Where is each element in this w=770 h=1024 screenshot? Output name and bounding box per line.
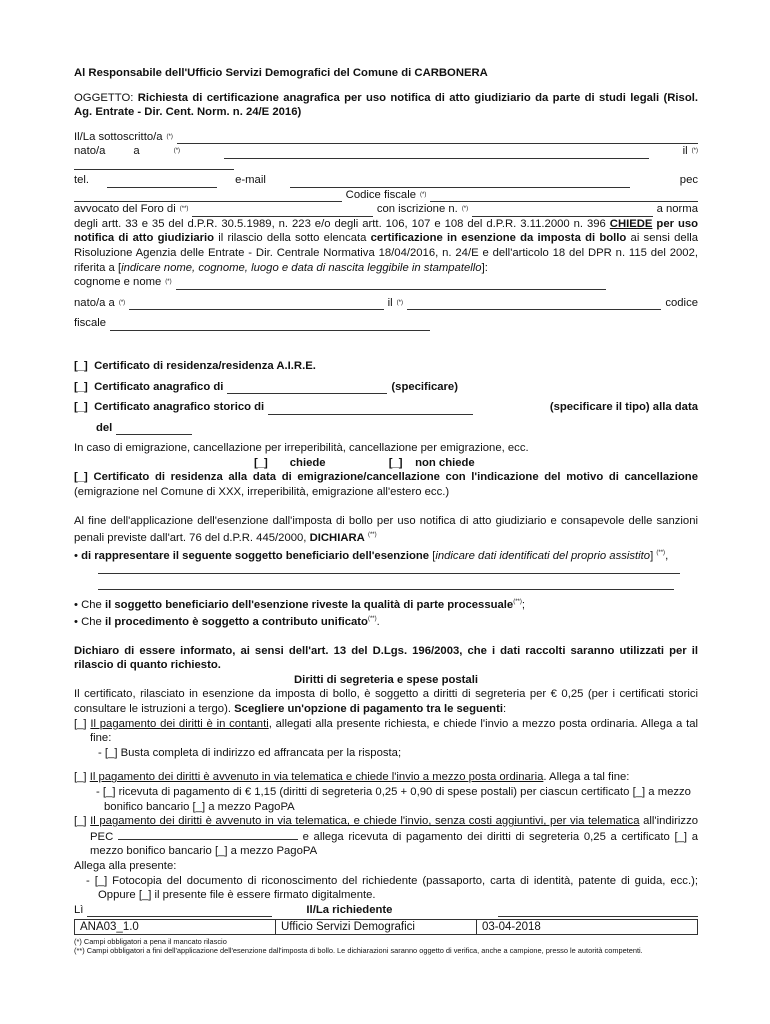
codice-fiscale-field[interactable] — [430, 191, 698, 202]
place-date-field[interactable] — [87, 906, 272, 917]
subject-text: Richiesta di certificazione anagrafica per uso notifica di atto giudiziario da parte di studi legali (Risol. Ag. Entrate - Dir. Cent. Norm. n. 24/E 2016) — [74, 91, 699, 119]
allega-document-option[interactable]: - [_] Fotocopia del documento di riconoscimento del richiedente (passaporto, carta di identità, patente di guida, ecc.); Oppure [_] il presente file è essere firmato digitalmente. — [86, 874, 698, 902]
cert-storico-date-line: del — [74, 421, 698, 436]
cert-storico-option[interactable]: [_] Certificato anagrafico storico di (specificare il tipo) alla data — [74, 401, 698, 414]
declaration-bullet-1: • di rappresentare il seguente soggetto beneficiario dell'esenzione [indicare dati identificati del proprio assistito] (**), — [74, 549, 669, 562]
fees-intro: Il certificato, rilasciato in esenzione da imposta di bollo, è soggetto a diritti di segreteria per € 0,25 (per i certificati storici consultare le istruzioni a tergo). Scegliere un'opzione di pagamento tra le seguenti: — [74, 688, 698, 716]
cognome-nome-line: cognome e nome (*) — [74, 275, 698, 290]
tel-field[interactable] — [107, 177, 217, 188]
cert-anagrafico-field[interactable] — [227, 383, 387, 394]
assistito-field-1[interactable] — [98, 563, 680, 574]
payment-option-telematic-post[interactable]: [_] Il pagamento dei diritti è avvenuto in via telematica e chiede l'invio a mezzo posta ordinaria. Allega a tal fine: — [74, 771, 630, 784]
allega-label: Allega alla presente: — [74, 860, 177, 872]
signature-field[interactable] — [498, 906, 698, 917]
form-page — [74, 66, 698, 955]
birthdate-line — [74, 159, 698, 173]
email-field[interactable] — [290, 177, 630, 188]
assistito-field-2[interactable] — [98, 579, 674, 590]
birthdate-field[interactable] — [74, 159, 234, 170]
emigrazione-text: In caso di emigrazione, cancellazione per irreperibilità, cancellazione per emigrazione, ecc. — [74, 442, 529, 455]
declaration-bullet-2: • Che il soggetto beneficiario dell'esenzione riveste la qualità di parte processuale(**); — [74, 598, 526, 611]
subject-birth-line: nato/a a (*) il (*) codice — [74, 296, 698, 309]
footnote-2: (**) Campi obbligatori a fini dell'applicazione dell'esenzione dall'imposta di bollo. Le dichiarazioni saranno oggetto di verifica, anche a campione, presso le autorità competenti. — [74, 946, 643, 956]
footer-table — [74, 919, 698, 935]
signature-line: Lì Il/La richiedente — [74, 903, 698, 918]
pec-field[interactable] — [74, 191, 342, 202]
footnote-1: (*) Campi obbligatori a pena il mancato rilascio — [74, 937, 227, 947]
fees-title: Diritti di segreteria e spese postali — [294, 673, 478, 686]
addressee: Al Responsabile dell'Ufficio Servizi Demografici del Comune di CARBONERA — [74, 67, 488, 79]
subject-cf-line: fiscale — [74, 316, 698, 331]
cert-storico-field[interactable] — [268, 404, 473, 415]
payment-option-telematic-pec[interactable]: [_] Il pagamento dei diritti è avvenuto in via telematica, e chiede l'invio, senza costi aggiuntivi, per via telematica all'indirizzo PEC e allega ricevuta di pagamento dei diritti di segreteria 0,25 a certificato [_] a mezzo bonifico bancario [_] a mezzo PagoPA — [74, 815, 699, 858]
chiede-option[interactable]: [_] chiede — [254, 456, 326, 469]
non-chiede-option[interactable]: [_] non chiede — [388, 456, 475, 469]
footnotes — [74, 937, 698, 955]
applicant-name-field[interactable] — [177, 133, 698, 144]
applicant-name-line: Il/La sottoscritto/a (*) — [74, 130, 698, 145]
cert-storico-date-field[interactable] — [116, 424, 192, 435]
subject-label: OGGETTO: — [74, 91, 134, 104]
cognome-nome-field[interactable] — [176, 279, 606, 290]
pec-address-field[interactable] — [118, 829, 298, 840]
payment-telematic-receipt[interactable]: - [_] ricevuta di pagamento di € 1,15 (diritti di segreteria 0,25 + 0,90 di spese postali) per ciascun certificato [_] a mezzo bonifico bancario [_] a mezzo PagoPA — [96, 786, 691, 813]
subject-cf-field[interactable] — [110, 320, 430, 331]
cert-anagrafico-option[interactable]: [_] Certificato anagrafico di (specificare) — [74, 380, 458, 393]
privacy-statement: Dichiaro di essere informato, ai sensi dell'art. 13 del D.Lgs. 196/2003, che i dati raccolti saranno utilizzati per il rilascio di quanto richiesto. — [74, 644, 698, 672]
avvocato-line: avvocato del Foro di (**) con iscrizione n. (*) a norma — [74, 203, 699, 216]
cert-data-emig-option[interactable]: [_] Certificato di residenza alla data di emigrazione/cancellazione con l'indicazione del motivo di cancellazione (emigrazione nel Comune di XXX, irreperibilità, emigrazione all'estero ecc.) — [74, 471, 698, 499]
form-date: 03-04-2018 — [477, 920, 698, 935]
norma-text: degli artt. 33 e 35 del d.P.R. 30.5.1989, n. 223 e/o degli artt. 106, 107 e 108 del d.P.R. 3.11.2000 n. 396 CHIEDE per uso notifica di atto giudiziario il rilascio della sotto elencata certificazione in esenzione da imposta di bollo ai sensi della Risoluzione Agenzia delle Entrate - Dir. Centrale Normativa 18/04/2016, n. 24/E e dell'articolo 18 del DPR n. 115 del 2002, riferita a [indicare nome, cognome, luogo e data di nascita leggibile in stampatello]: — [74, 217, 699, 274]
subject-birthdate-field[interactable] — [407, 299, 661, 310]
iscrizione-field[interactable] — [472, 206, 652, 217]
form-code: ANA03_1.0 — [75, 920, 276, 935]
foro-field[interactable] — [192, 206, 372, 217]
declaration-bullet-3: • Che il procedimento è soggetto a contributo unificato(**). — [74, 616, 380, 629]
assistito-line-2 — [74, 579, 698, 595]
assistito-line-1 — [74, 563, 698, 579]
contact-line: tel. e-mail pec — [74, 173, 698, 186]
birthplace-field[interactable] — [224, 148, 649, 159]
chiede-choice — [74, 456, 698, 471]
declaration-text: Al fine dell'applicazione dell'esenzione dall'imposta di bollo per uso notifica di atto giudiziario e consapevole delle sanzioni penali previste dall'art. 76 del d.P.R. 445/2000, DICHIARA (**) — [74, 514, 698, 545]
applicant-birth-line: nato/a a (*) il (*) — [74, 145, 698, 158]
subject — [74, 91, 698, 120]
payment-option-cash[interactable]: [_] Il pagamento dei diritti è in contanti, allegati alla presente richiesta, e chiede l'invio a mezzo posta ordinaria. Allega a tal fine: — [74, 717, 699, 745]
office-name: Ufficio Servizi Demografici — [276, 920, 477, 935]
payment-cash-envelope[interactable]: - [_] Busta completa di indirizzo ed affrancata per la risposta; — [98, 746, 402, 759]
subject-birthplace-field[interactable] — [129, 299, 383, 310]
cf-line: Codice fiscale (*) — [74, 188, 698, 203]
cert-residenza-option[interactable]: [_] Certificato di residenza/residenza A.I.R.E. — [74, 359, 316, 372]
